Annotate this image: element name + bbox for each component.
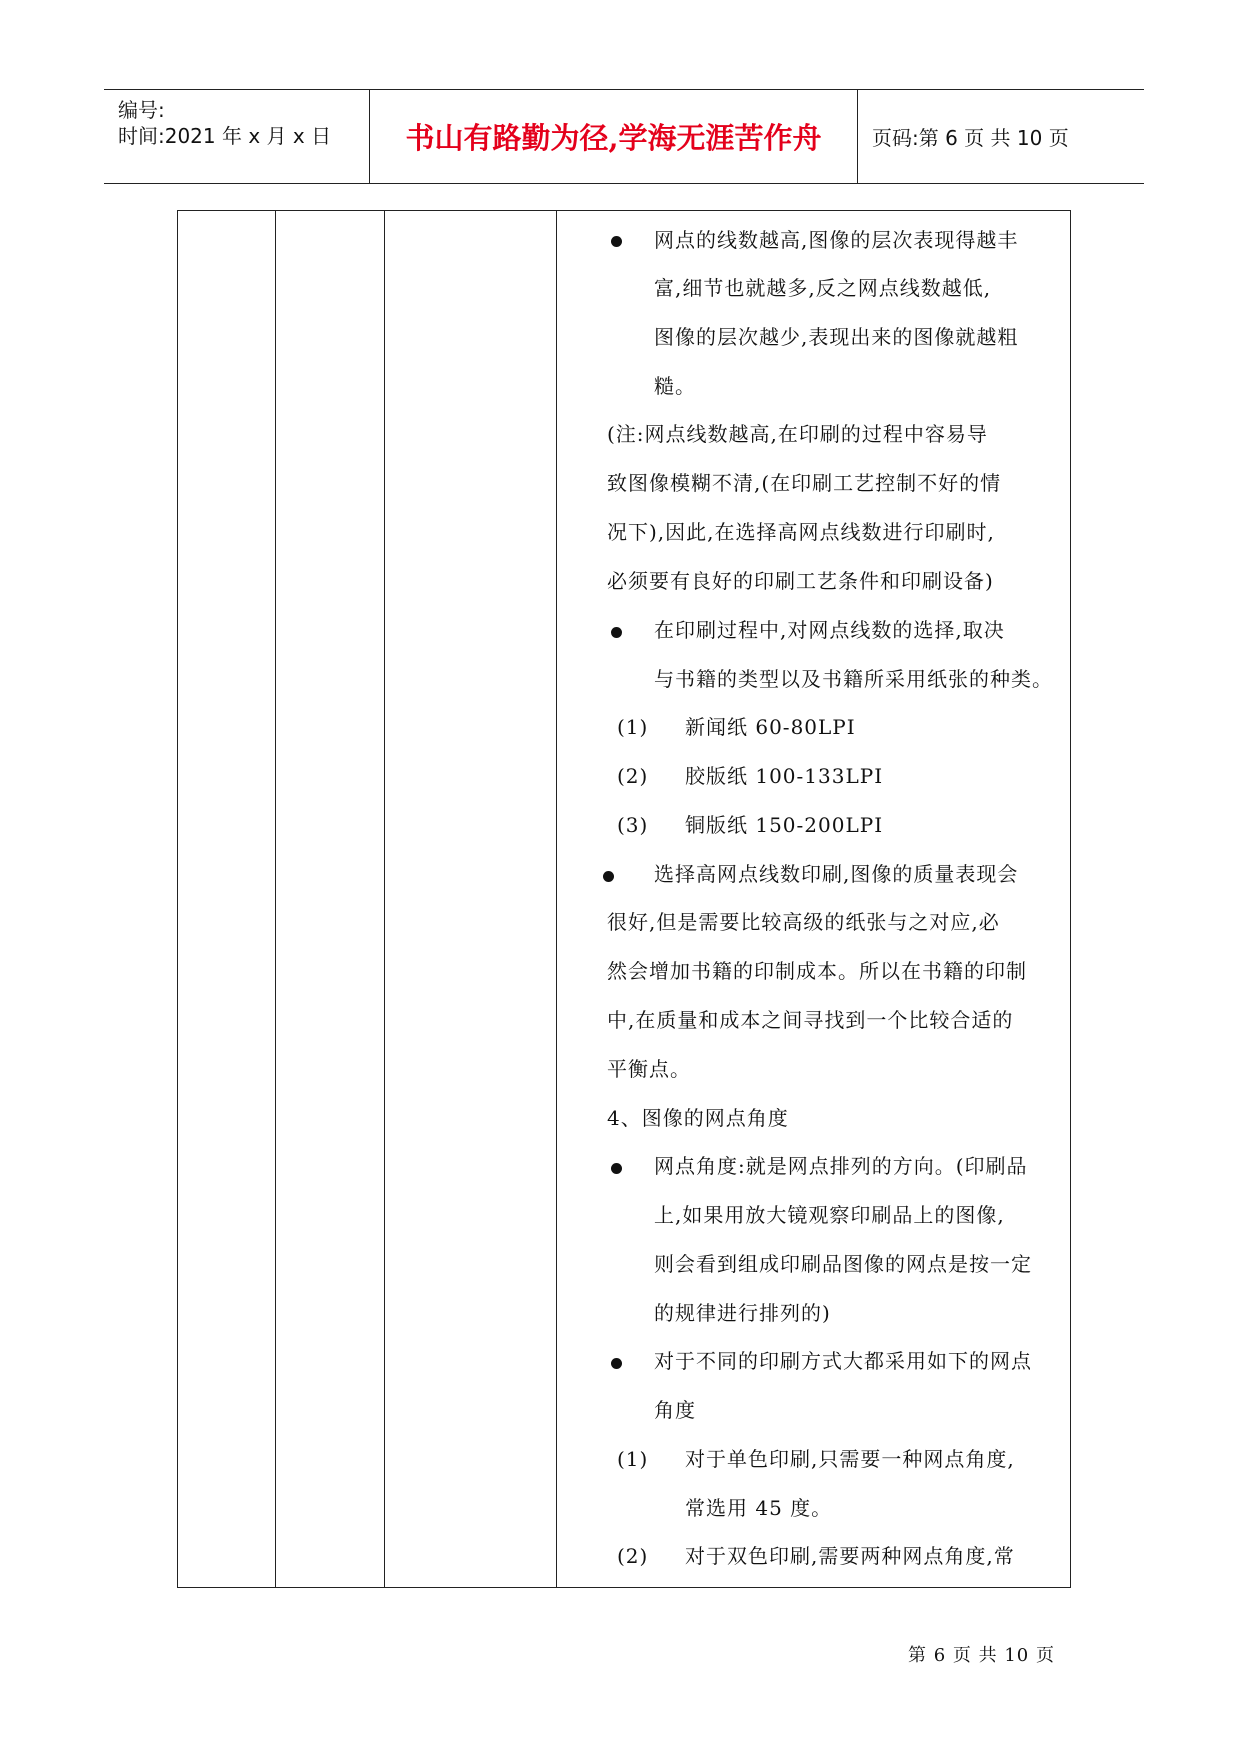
- list-number: (2): [617, 764, 649, 788]
- header-motto: 书山有路勤为径,学海无涯苦作舟: [370, 90, 858, 183]
- note-line: 致图像模糊不清,(在印刷工艺控制不好的情: [607, 471, 1002, 495]
- content-table: [177, 210, 1071, 1588]
- text-line: 选择高网点线数印刷,图像的质量表现会: [654, 862, 1019, 886]
- page-header: [104, 89, 1144, 184]
- bullet-icon: [603, 871, 614, 882]
- text-line: 网点的线数越高,图像的层次表现得越丰: [654, 228, 1019, 252]
- text-line: 角度: [654, 1398, 696, 1422]
- text-line: 很好,但是需要比较高级的纸张与之对应,必: [607, 910, 1000, 934]
- header-page-label: 页码:第 6 页 共 10 页: [872, 126, 1069, 150]
- list-number: (1): [617, 1447, 649, 1471]
- list-number: (1): [617, 715, 649, 739]
- list-item: 新闻纸 60-80LPI: [685, 715, 856, 739]
- text-line: 平衡点。: [607, 1057, 691, 1081]
- text-line: 上,如果用放大镜观察印刷品上的图像,: [654, 1203, 1005, 1227]
- note-line: 必须要有良好的印刷工艺条件和印刷设备): [607, 569, 994, 593]
- column-divider: [275, 211, 276, 1587]
- text-line: 糙。: [654, 374, 696, 398]
- text-line: 对于不同的印刷方式大都采用如下的网点: [654, 1349, 1032, 1373]
- list-number: (2): [617, 1544, 649, 1568]
- text-line: 富,细节也就越多,反之网点线数越低,: [654, 276, 992, 300]
- column-divider: [384, 211, 385, 1587]
- list-number: (3): [617, 813, 649, 837]
- bullet-icon: [611, 236, 622, 247]
- time-label: 时间:2021 年 x 月 x 日: [118, 124, 332, 148]
- bullet-icon: [611, 1358, 622, 1369]
- list-item: 铜版纸 150-200LPI: [685, 813, 884, 837]
- note-line: (注:网点线数越高,在印刷的过程中容易导: [607, 422, 988, 446]
- list-item: 对于双色印刷,需要两种网点角度,常: [685, 1544, 1015, 1568]
- header-meta: [104, 90, 370, 183]
- note-line: 况下),因此,在选择高网点线数进行印刷时,: [607, 520, 995, 544]
- text-line: 网点角度:就是网点排列的方向。(印刷品: [654, 1154, 1028, 1178]
- text-line: 中,在质量和成本之间寻找到一个比较合适的: [607, 1008, 1014, 1032]
- page-footer: 第 6 页 共 10 页: [908, 1645, 1055, 1666]
- list-item: 对于单色印刷,只需要一种网点角度,: [685, 1447, 1015, 1471]
- content-cell: [557, 211, 1070, 1587]
- text-line: 与书籍的类型以及书籍所采用纸张的种类。: [654, 667, 1053, 691]
- bullet-icon: [611, 627, 622, 638]
- text-line: 则会看到组成印刷品图像的网点是按一定: [654, 1252, 1032, 1276]
- section-heading: 4、图像的网点角度: [607, 1106, 789, 1130]
- bullet-icon: [611, 1163, 622, 1174]
- number-label: 编号:: [118, 98, 165, 122]
- list-item: 胶版纸 100-133LPI: [685, 764, 884, 788]
- text-line: 然会增加书籍的印制成本。所以在书籍的印制: [607, 959, 1027, 983]
- text-line: 的规律进行排列的): [654, 1301, 831, 1325]
- text-line: 在印刷过程中,对网点线数的选择,取决: [654, 618, 1005, 642]
- text-line: 图像的层次越少,表现出来的图像就越粗: [654, 325, 1019, 349]
- list-item: 常选用 45 度。: [685, 1496, 833, 1520]
